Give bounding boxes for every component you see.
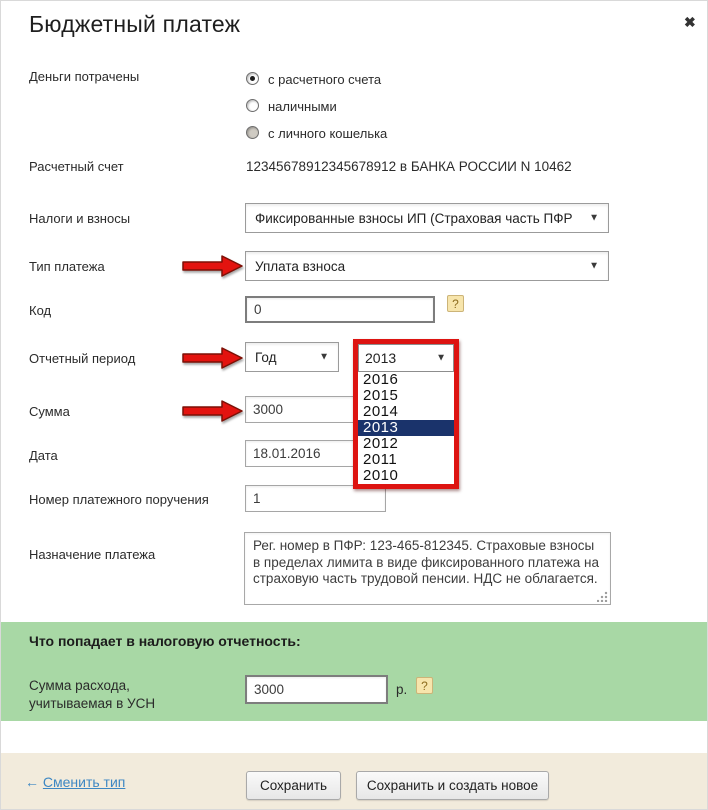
radio-personal-wallet[interactable]	[246, 126, 259, 139]
period-unit-select[interactable]	[245, 342, 339, 372]
expense-amount-input[interactable]	[245, 675, 388, 704]
currency-label: р.	[396, 682, 408, 697]
annotation-arrow-amount	[182, 398, 244, 424]
chevron-down-icon: ▼	[589, 212, 599, 224]
period-label: Отчетный период	[29, 351, 136, 366]
chevron-down-icon: ▼	[319, 351, 329, 363]
chevron-down-icon: ▼	[436, 352, 446, 364]
taxes-select-value: Фиксированные взносы ИП (Страховая часть ПФР	[255, 210, 573, 226]
expense-label-line2: учитываемая в УСН	[29, 696, 156, 711]
radio-cash[interactable]	[246, 99, 259, 112]
help-icon[interactable]: ?	[447, 295, 464, 312]
close-icon[interactable]: ✖	[684, 14, 696, 30]
year-option-2011[interactable]: 2011	[363, 451, 398, 468]
change-type-link-label: Сменить тип	[42, 774, 126, 790]
purpose-label: Назначение платежа	[29, 547, 156, 562]
radio-from-account[interactable]	[246, 72, 259, 85]
change-type-link[interactable]	[25, 774, 125, 790]
year-dropdown-list	[358, 372, 454, 484]
save-and-new-button[interactable]: Сохранить и создать новое	[356, 771, 549, 800]
year-option-2012[interactable]: 2012	[363, 435, 399, 452]
annotation-arrow-period	[182, 345, 244, 371]
radio-cash-label: наличными	[268, 99, 337, 114]
code-input[interactable]	[245, 296, 435, 323]
period-year-select[interactable]	[358, 344, 454, 372]
period-year-select-value: 2013	[365, 350, 397, 366]
expense-label-line1: Сумма расхода,	[29, 678, 130, 693]
code-label: Код	[29, 303, 52, 318]
year-option-2010[interactable]: 2010	[363, 467, 399, 484]
payment-type-select-value: Уплата взноса	[255, 258, 346, 274]
taxes-select[interactable]	[245, 203, 609, 233]
page-title: Бюджетный платеж	[29, 11, 241, 37]
footer-bar	[1, 753, 708, 810]
year-option-2015[interactable]: 2015	[363, 387, 399, 404]
radio-personal-wallet-label: с личного кошелька	[268, 126, 388, 141]
help-icon[interactable]: ?	[416, 677, 433, 694]
radio-from-account-label: с расчетного счета	[268, 72, 382, 87]
annotation-arrow-payment-type	[182, 253, 244, 279]
taxes-label: Налоги и взносы	[29, 211, 131, 226]
annotation-red-box	[353, 339, 459, 489]
year-option-2013-selected[interactable]: 2013	[358, 420, 454, 436]
back-arrow-icon: ←	[25, 774, 39, 790]
payment-type-select[interactable]	[245, 251, 609, 281]
order-number-label: Номер платежного поручения	[29, 492, 209, 507]
save-button[interactable]: Сохранить	[246, 771, 341, 800]
money-spent-label: Деньги потрачены	[29, 69, 140, 84]
chevron-down-icon: ▼	[589, 260, 599, 272]
resize-grip-icon[interactable]	[597, 591, 608, 602]
amount-label: Сумма	[29, 404, 70, 419]
year-option-2014[interactable]: 2014	[363, 403, 399, 420]
period-unit-select-value: Год	[255, 349, 277, 365]
account-label: Расчетный счет	[29, 159, 124, 174]
year-option-2016[interactable]: 2016	[363, 371, 399, 388]
date-label: Дата	[29, 448, 58, 463]
tax-report-heading: Что попадает в налоговую отчетность:	[29, 633, 301, 649]
payment-type-label: Тип платежа	[29, 259, 105, 274]
account-value: 12345678912345678912 в БАНКА РОССИИ N 10462	[246, 159, 572, 174]
order-number-input[interactable]	[245, 485, 386, 512]
tax-report-section	[1, 622, 708, 721]
purpose-textarea[interactable]	[244, 532, 611, 605]
